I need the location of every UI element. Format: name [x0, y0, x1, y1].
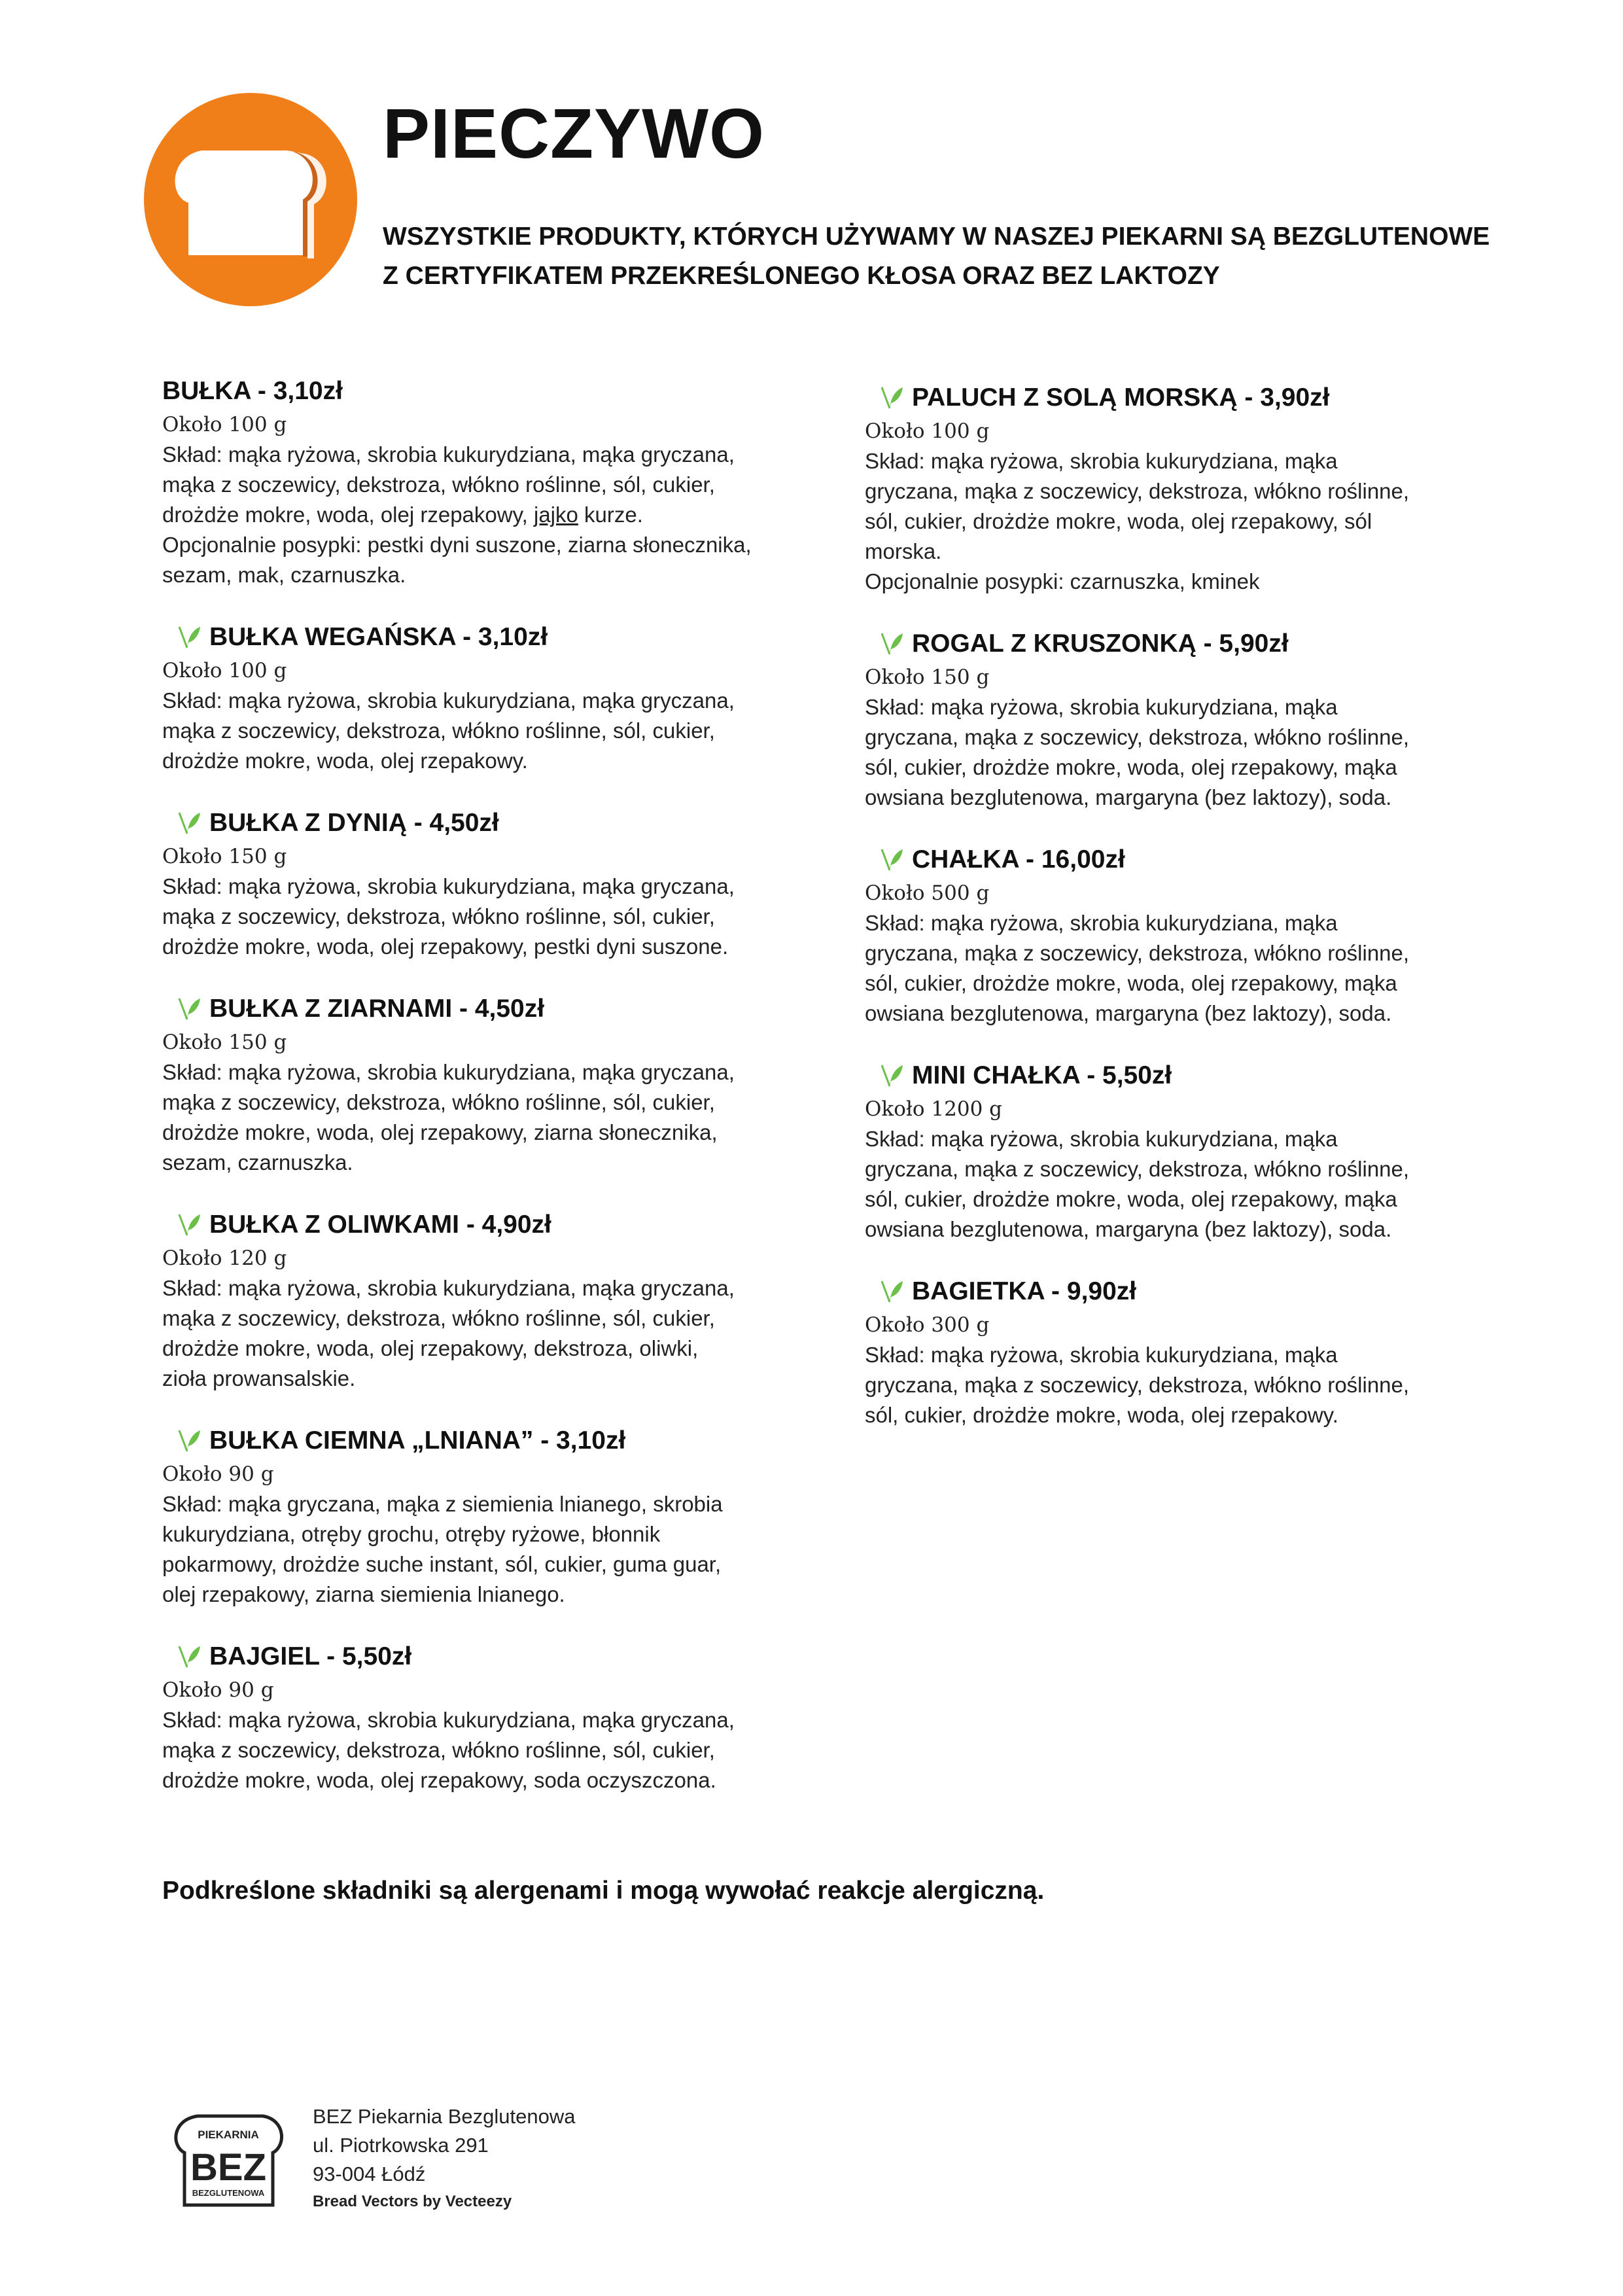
product-ingredients [162, 440, 843, 590]
bread-icon [143, 92, 358, 308]
ingredients-line: gryczana, mąka z soczewicy, dekstroza, włókno roślinne, [865, 1157, 1410, 1181]
product-item [865, 841, 1545, 1029]
toppings-line: sezam, mak, czarnuszka. [162, 563, 406, 587]
ingredients-line: Skład: mąka ryżowa, skrobia kukurydziana, mąka [865, 449, 1338, 473]
product-name: MINI CHAŁKA - 5,50zł [912, 1061, 1172, 1089]
product-name: CHAŁKA - 16,00zł [912, 845, 1125, 874]
product-name: BUŁKA Z ZIARNAMI - 4,50zł [209, 995, 545, 1023]
product-ingredients [162, 1705, 843, 1795]
product-name: BAJGIEL - 5,50zł [209, 1642, 412, 1670]
product-item [865, 380, 1545, 597]
ingredients-text: kurze. [578, 503, 643, 527]
vegan-leaf-icon [174, 1425, 203, 1457]
ingredients-line: owsiana bezglutenowa, margaryna (bez laktozy), soda. [865, 1217, 1392, 1241]
left-product-column [162, 373, 843, 1824]
product-name: BUŁKA - 3,10zł [162, 377, 343, 405]
ingredients-line: drożdże mokre, woda, olej rzepakowy, pestki dyni suszone. [162, 934, 729, 959]
ingredients-line: mąka z soczewicy, dekstroza, włókno roślinne, sól, cukier, [162, 1306, 715, 1330]
product-weight: Około 100 g [162, 413, 287, 436]
ingredients-line: Skład: mąka ryżowa, skrobia kukurydziana, mąka gryczana, [162, 688, 735, 713]
ingredients-line: owsiana bezglutenowa, margaryna (bez laktozy), soda. [865, 1001, 1392, 1025]
ingredients-line: drożdże mokre, woda, olej rzepakowy, dekstroza, oliwki, [162, 1336, 699, 1360]
product-name: BUŁKA WEGAŃSKA - 3,10zł [209, 623, 548, 651]
ingredients-line: sól, cukier, drożdże mokre, woda, olej rzepakowy, mąka [865, 1187, 1397, 1211]
footer-address [313, 2102, 576, 2215]
footer-line: BEZ Piekarnia Bezglutenowa [313, 2105, 576, 2128]
product-name: BUŁKA Z DYNIĄ - 4,50zł [209, 809, 499, 837]
ingredients-line: Skład: mąka ryżowa, skrobia kukurydziana, mąka [865, 911, 1338, 935]
toppings-line: Opcjonalnie posypki: czarnuszka, kminek [865, 569, 1260, 593]
right-product-column [865, 380, 1545, 1459]
product-item [162, 1207, 843, 1394]
logo-text: BEZGLUTENOWA [192, 2188, 265, 2198]
product-ingredients [162, 1057, 843, 1178]
vegan-leaf-icon [174, 807, 203, 839]
product-item [865, 1057, 1545, 1245]
ingredients-line: Skład: mąka ryżowa, skrobia kukurydziana, mąka [865, 695, 1338, 719]
vegan-leaf-icon [877, 1276, 905, 1307]
ingredients-line: Skład: mąka ryżowa, skrobia kukurydziana, mąka [865, 1127, 1338, 1151]
ingredients-line: Skład: mąka ryżowa, skrobia kukurydziana, mąka gryczana, [162, 1060, 735, 1084]
allergen-ingredient: jajko [533, 503, 578, 527]
product-name: PALUCH Z SOLĄ MORSKĄ - 3,90zł [912, 383, 1330, 412]
ingredients-line: gryczana, mąka z soczewicy, dekstroza, włókno roślinne, [865, 479, 1410, 503]
vegan-leaf-icon [877, 1060, 905, 1091]
product-item [162, 991, 843, 1178]
product-item [162, 619, 843, 776]
product-item [162, 1422, 843, 1610]
page-title: PIECZYWO [383, 94, 765, 173]
ingredients-line: Skład: mąka ryżowa, skrobia kukurydziana, mąka gryczana, [162, 1276, 735, 1300]
ingredients-line: Skład: mąka ryżowa, skrobia kukurydziana, mąka gryczana, [162, 442, 735, 467]
ingredients-line: zioła prowansalskie. [162, 1366, 356, 1390]
product-item [162, 1638, 843, 1795]
product-ingredients [865, 908, 1545, 1029]
product-weight: Około 150 g [865, 665, 990, 689]
product-item [162, 805, 843, 962]
product-item [865, 1273, 1545, 1430]
ingredients-line: kukurydziana, otręby grochu, otręby ryżowe, błonnik [162, 1522, 661, 1546]
ingredients-line: sezam, czarnuszka. [162, 1150, 353, 1174]
footer-line: ul. Piotrkowska 291 [313, 2134, 489, 2157]
footer-line: 93-004 Łódź [313, 2163, 426, 2185]
vegan-leaf-icon [174, 993, 203, 1025]
product-name: BUŁKA CIEMNA „LNIANA” - 3,10zł [209, 1426, 626, 1455]
ingredients-line: gryczana, mąka z soczewicy, dekstroza, włókno roślinne, [865, 725, 1410, 749]
ingredients-line: mąka z soczewicy, dekstroza, włókno roślinne, sól, cukier, [162, 472, 715, 497]
product-item [162, 373, 843, 590]
product-weight: Około 150 g [162, 1031, 287, 1054]
ingredients-line: Skład: mąka ryżowa, skrobia kukurydziana, mąka [865, 1343, 1338, 1367]
bakery-logo [171, 2107, 286, 2212]
ingredients-line: mąka z soczewicy, dekstroza, włókno roślinne, sól, cukier, [162, 1090, 715, 1114]
product-weight: Około 90 g [162, 1462, 274, 1486]
product-weight: Około 100 g [865, 419, 990, 443]
page-subtitle [383, 217, 1490, 296]
subtitle-line: WSZYSTKIE PRODUKTY, KTÓRYCH UŻYWAMY W NASZEJ PIEKARNI SĄ BEZGLUTENOWE [383, 222, 1490, 251]
product-ingredients [865, 692, 1545, 813]
ingredients-line [162, 500, 843, 530]
ingredients-line: mąka z soczewicy, dekstroza, włókno roślinne, sól, cukier, [162, 1738, 715, 1762]
vegan-leaf-icon [174, 622, 203, 653]
ingredients-line: mąka z soczewicy, dekstroza, włókno roślinne, sól, cukier, [162, 718, 715, 743]
product-ingredients [162, 1273, 843, 1394]
logo-text: BEZ [190, 2146, 266, 2189]
vegan-leaf-icon [174, 1641, 203, 1672]
ingredients-line: drożdże mokre, woda, olej rzepakowy, ziarna słonecznika, [162, 1120, 718, 1144]
ingredients-line: olej rzepakowy, ziarna siemienia lnianego. [162, 1582, 565, 1606]
product-weight: Około 300 g [865, 1313, 990, 1337]
product-ingredients [162, 1489, 843, 1610]
product-weight: Około 500 g [865, 881, 990, 905]
ingredients-line: morska. [865, 539, 942, 563]
product-name: ROGAL Z KRUSZONKĄ - 5,90zł [912, 629, 1289, 658]
allergen-note: Podkreślone składniki są alergenami i mogą wywołać reakcje alergiczną. [162, 1877, 1045, 1905]
product-weight: Około 90 g [162, 1678, 274, 1702]
product-ingredients [162, 872, 843, 962]
ingredients-line: pokarmowy, drożdże suche instant, sól, cukier, guma guar, [162, 1552, 722, 1576]
subtitle-line: Z CERTYFIKATEM PRZEKREŚLONEGO KŁOSA ORAZ BEZ LAKTOZY [383, 262, 1220, 290]
ingredients-line: drożdże mokre, woda, olej rzepakowy. [162, 749, 528, 773]
ingredients-line: Skład: mąka ryżowa, skrobia kukurydziana, mąka gryczana, [162, 874, 735, 898]
product-ingredients [865, 1340, 1545, 1430]
ingredients-line: Skład: mąka ryżowa, skrobia kukurydziana, mąka gryczana, [162, 1708, 735, 1732]
product-ingredients [865, 446, 1545, 597]
logo-text: PIEKARNIA [198, 2128, 259, 2141]
ingredients-line: sól, cukier, drożdże mokre, woda, olej rzepakowy, mąka [865, 755, 1397, 779]
vegan-leaf-icon [877, 628, 905, 660]
vegan-leaf-icon [877, 844, 905, 875]
product-weight: Około 100 g [162, 659, 287, 682]
product-weight: Około 120 g [162, 1246, 287, 1270]
ingredients-line: owsiana bezglutenowa, margaryna (bez laktozy), soda. [865, 785, 1392, 809]
ingredients-line: mąka z soczewicy, dekstroza, włókno roślinne, sól, cukier, [162, 904, 715, 928]
footer-credit: Bread Vectors by Vecteezy [313, 2193, 512, 2210]
ingredients-line: Skład: mąka gryczana, mąka z siemienia lnianego, skrobia [162, 1492, 723, 1516]
product-name: BUŁKA Z OLIWKAMI - 4,90zł [209, 1210, 551, 1239]
product-weight: Około 150 g [162, 845, 287, 868]
ingredients-line: sól, cukier, drożdże mokre, woda, olej rzepakowy, mąka [865, 971, 1397, 995]
product-ingredients [865, 1124, 1545, 1245]
ingredients-line: gryczana, mąka z soczewicy, dekstroza, włókno roślinne, [865, 941, 1410, 965]
product-item [865, 626, 1545, 813]
product-ingredients [162, 686, 843, 776]
ingredients-line: gryczana, mąka z soczewicy, dekstroza, włókno roślinne, [865, 1373, 1410, 1397]
vegan-leaf-icon [877, 382, 905, 414]
product-name: BAGIETKA - 9,90zł [912, 1277, 1137, 1305]
ingredients-text: drożdże mokre, woda, olej rzepakowy, [162, 503, 534, 527]
product-weight: Około 1200 g [865, 1097, 1003, 1121]
ingredients-line: drożdże mokre, woda, olej rzepakowy, soda oczyszczona. [162, 1768, 716, 1792]
ingredients-line: sól, cukier, drożdże mokre, woda, olej rzepakowy, sól [865, 509, 1372, 533]
ingredients-line: sól, cukier, drożdże mokre, woda, olej rzepakowy. [865, 1403, 1338, 1427]
vegan-leaf-icon [174, 1209, 203, 1241]
toppings-line: Opcjonalnie posypki: pestki dyni suszone, ziarna słonecznika, [162, 533, 752, 557]
